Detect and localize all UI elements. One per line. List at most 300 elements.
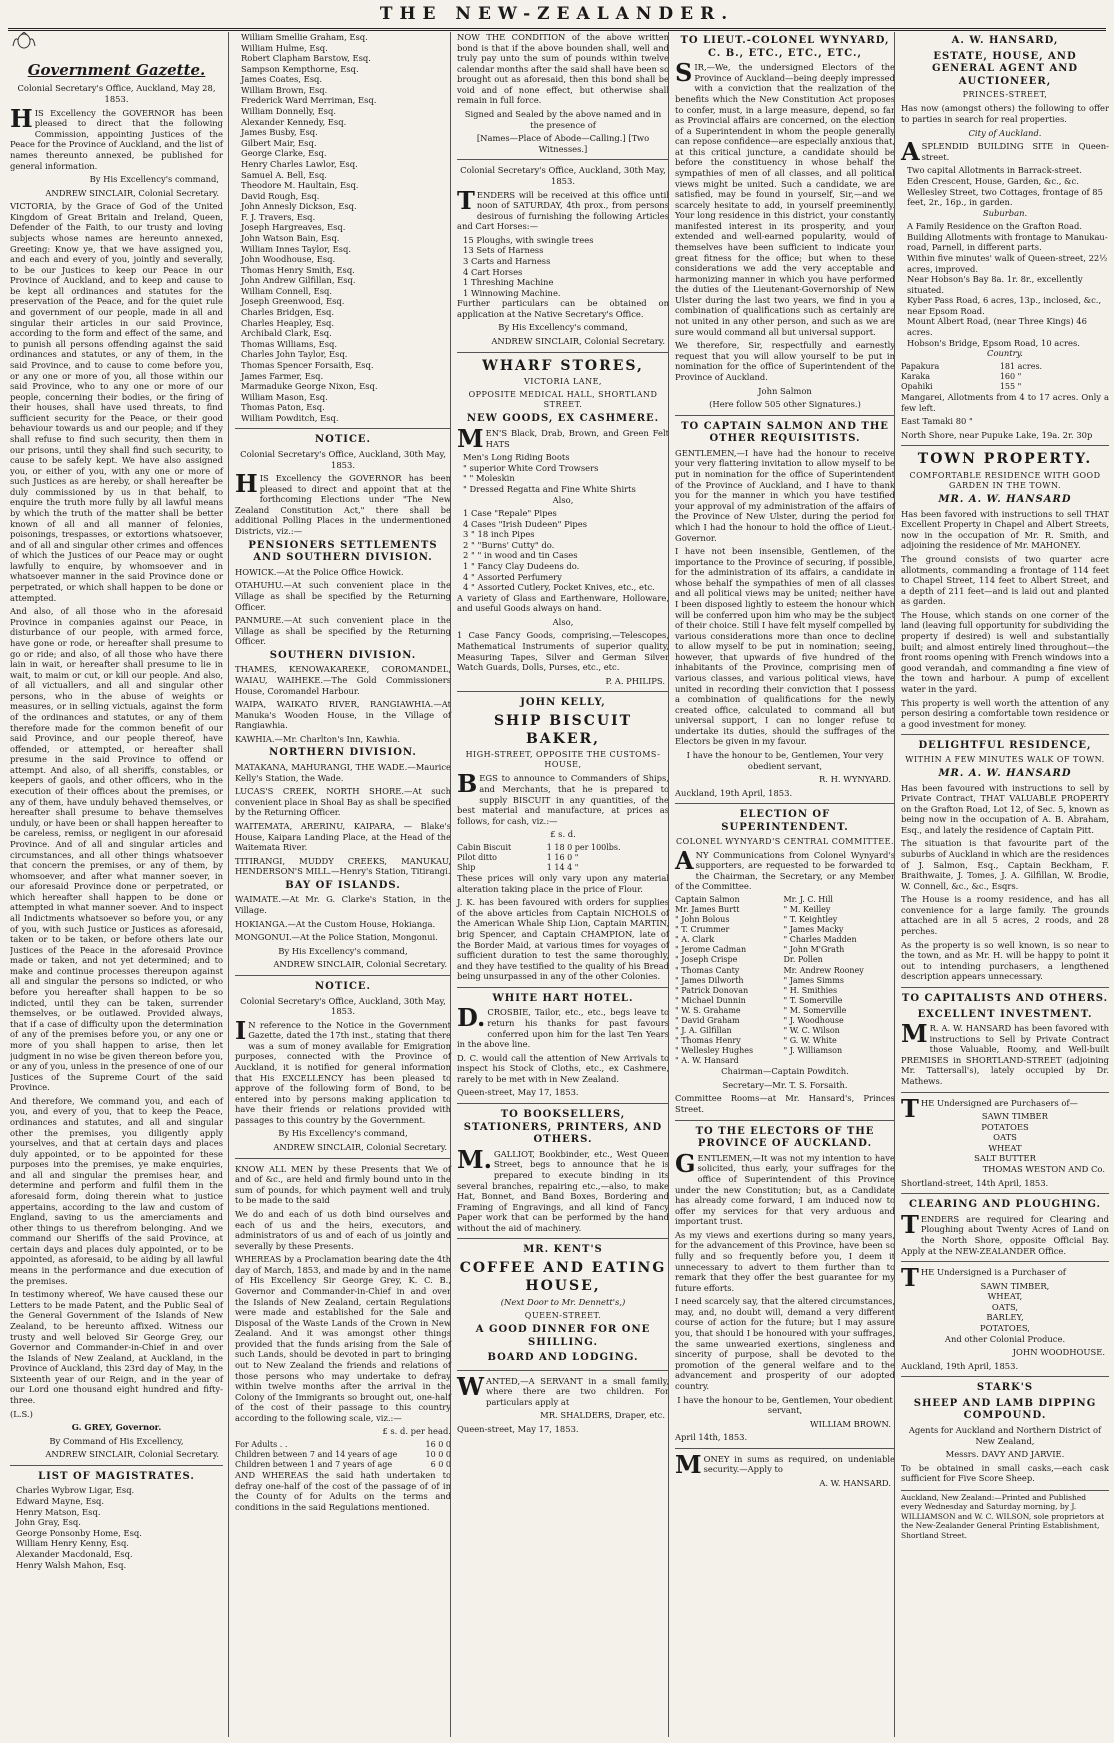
table-row	[901, 372, 1109, 382]
also-2: Also,	[552, 616, 574, 627]
divider	[457, 1103, 669, 1104]
goods-list	[457, 452, 669, 494]
hansard-street: PRINCES-STREET,	[962, 90, 1048, 100]
white-hart-date: Queen-street, May 17, 1853.	[457, 1087, 579, 1098]
committee-member: " T. Crummer	[675, 925, 730, 935]
wanted-date: Queen-street, May 17, 1853.	[457, 1424, 579, 1435]
list-item: Charles Bridgen, Esq.	[241, 307, 335, 318]
bond-text: KNOW ALL MEN by these Presents that We of and of &c., are held and firmly bound unto in the sum of pounds, for which payment well and truly to be made to the said	[235, 1163, 451, 1206]
kelly-address: HIGH-STREET, OPPOSITE THE CUSTOMS-HOUSE,	[465, 750, 661, 770]
woodhouse-items	[901, 1281, 1109, 1334]
committee-member: " G. W. White	[783, 1036, 837, 1046]
electors-close: I have the honour to be, Gentlemen, Your obedient servant,	[677, 1394, 893, 1416]
variety-text: A variety of Glass and Earthenware, Holloware, and useful Goods always on hand.	[457, 592, 669, 614]
kent-board: BOARD AND LODGING.	[487, 1352, 639, 1364]
kent-dinner: A GOOD DINNER FOR ONE SHILLING.	[475, 1323, 651, 1348]
table-row	[675, 1006, 895, 1016]
hansard-heading-2: MR. A. W. HANSARD	[938, 767, 1072, 779]
table-row	[675, 955, 895, 965]
list-item: John Gray, Esq.	[16, 1517, 81, 1528]
divider	[901, 1193, 1109, 1194]
list-item: John Annesly Dickson, Esq.	[241, 201, 357, 212]
list-item: Thomas Williams, Esq.	[241, 338, 338, 349]
divider	[457, 987, 669, 988]
testimony: In testimony whereof, We have caused these our Letters to be made Patent, and the Public Seal of the General Government of the Islands of New Zealand, to be hereunto affixed. Witness our trusty and well beloved Sir George Grey, our Governor and Commander-in-Chief in and over the Islands of New Zealand, at Auckland, in the Province of Auckland, this 23rd day of May, in the Sixteenth year of our Reign, and in the year of our Lord one thousand eight hundred and fifty-three.	[10, 1289, 223, 1405]
list-item: Wellesley Street, two Cottages, frontage of 85 feet, 2r., 16p., in garden.	[907, 186, 1103, 208]
notice-body-2: IN reference to the Notice in the Government Gazette, dated the 17th inst., stating that there was a sum of money available for Emigration purposes, connected with the Province of Auckland, it is notified for general information that His EXCELLENCY has been pleased to approve of the following form of Bond, to be entered into by persons making application to have their friends or relations provided with passages to this country by the Government.	[235, 1015, 451, 1125]
election-body: ANY Communications from Colonel Wynyard's supporters, are requested to be forwarded to the Chairman, the Secretary, or any Member of the Committee.	[675, 845, 895, 892]
kelly-trade: SHIP BISCUIT BAKER,	[493, 712, 633, 747]
list-item: Frederick Ward Merriman, Esq.	[241, 95, 377, 106]
committee-member: " T. Somerville	[783, 995, 843, 1005]
bond-text: WHEREAS by a Proclamation bearing date the 4th day of March, 1853, and made by and in the name of His Excellency Sir George Grey, K. C. B., Governor and Commander-in-Chief in and over the Islands of New Zealand, certain Regulations were made and established for the Sale and Disposal of the Waste Lands of the Crown in New Zealand. And it was amongst other things provided that the funds arising from the Sale of such Lands, should be devoted in part to bringing out to New Zealand the friends and relations of those persons who may undertake to defray within twelve months after the arrival in the Colony of the Immigrants so brought out, one-half of the cost of their passage to this country according to the following scale, viz.:—	[235, 1254, 451, 1423]
list-item: Sampson Kempthorne, Esq.	[241, 63, 359, 74]
list-item: Charles Wybrow Ligar, Esq.	[16, 1485, 135, 1496]
masthead	[8, 2, 1106, 31]
price-label: Pilot ditto	[457, 852, 497, 862]
list-item: William Donnelly, Esq.	[241, 106, 337, 117]
list-item: 4 Cases "Irish Dudeen" Pipes	[463, 518, 588, 529]
divider	[901, 734, 1109, 735]
place: Opahiki	[901, 381, 933, 391]
divider	[10, 1465, 223, 1466]
town-body-4: This property is well worth the attention of any person desiring a comfortable town residence or a good investment for money.	[901, 697, 1109, 729]
committee-member: " Charles Madden	[783, 935, 857, 945]
divider	[675, 1448, 895, 1449]
divider	[457, 691, 669, 692]
committee-member: " James Simms	[783, 975, 844, 985]
commission-text-3: And therefore, We command you, and each of you, and every of you, that to keep the Peace, ordinances and statutes, and all and singular other the premises, you diligently apply yourselves, and that at certain days and places duly appointed, or to be appointed for these purposes into the premises, ye make enquiries, and all and singular the premises hear, and determine and perform and fulfil them in the aforesaid form, doing therein what to justice appertains, according to the law and custom of England, saving to us the amerciaments and other things to us therefrom belonging. And we command our Sheriffs of the said Province, at certain days and places duly appointed, or to be appointed, as aforesaid, to be aiding by all lawful means in the performance and due execution of the premises.	[10, 1095, 223, 1286]
committee-member: " Michael Dunnin	[675, 995, 746, 1005]
polling-place: WAITEMATA, ARERINU, KAIPARA, — Blake's House, Kaipara Landing Place, at the Head of the Waitemata River.	[235, 820, 451, 853]
town-body-2: The ground consists of two quarter acre allotments, commanding a frontage of 114 feet to Chapel Street, 114 feet to Albert Street, and a depth of 211 feet—and is laid out and planted as garden.	[901, 553, 1109, 607]
electors-body: GENTLEMEN,—It was not my intention to have solicited, thus early, your suffrages for the office of Superintendent of this Province under the new Constitution; but, as a Candidate has already come forward, I am induced now to offer my services for that very arduous and important trust.	[675, 1148, 895, 1227]
list-item: William Connell, Esq.	[241, 285, 333, 296]
table-row	[235, 1460, 451, 1470]
goods-list-2	[457, 508, 669, 593]
delightful-sub: WITHIN A FEW MINUTES WALK OF TOWN.	[905, 754, 1105, 764]
list-item: Thomas Henry Smith, Esq.	[241, 264, 355, 275]
hansard-heading: MR. A. W. HANSARD	[938, 494, 1072, 506]
wanted-signature: MR. SHALDERS, Draper, etc.	[540, 1410, 665, 1421]
bond-text: We do and each of us doth bind ourselves and each of us and the heirs, executors, and administrators of us and of each of us jointly and severally by these Presents.	[235, 1208, 451, 1251]
list-item: Henry Charles Lawlor, Esq.	[241, 158, 358, 169]
list-item: Building Allotments with frontage to Manukau-road, Parnell, in different parts.	[907, 231, 1108, 253]
price-label: Cabin Biscuit	[457, 842, 512, 852]
seal-mark: (L.S.)	[10, 1408, 33, 1419]
committee-member: " M. Keilley	[783, 905, 831, 915]
philips-signature: P. A. PHILIPS.	[605, 675, 665, 686]
table-row	[675, 1036, 895, 1046]
list-item: 4 " Assorted Perfumery	[463, 571, 562, 582]
royal-arms-icon	[10, 32, 38, 50]
fancy-goods: 1 Case Fancy Goods, comprising,—Telescopes, Mathematical Instruments of superior quality, Measuring Tapes, Silver and German Silver Watch Guards, Dolls, Purses, etc., etc.	[457, 630, 669, 673]
wharf-sub: VICTORIA LANE,	[524, 377, 602, 387]
list-item: WHEAT	[988, 1142, 1022, 1153]
signer-2: ANDREW SINCLAIR, Colonial Secretary.	[273, 1142, 447, 1153]
polling-place: HOKIANGA.—At the Custom House, Hokianga.	[235, 918, 436, 929]
table-row	[901, 382, 1109, 392]
reply-close: I have the honour to be, Gentlemen, Your very obedient servant,	[686, 750, 884, 771]
committee-member: " J. Woodhouse	[783, 1015, 844, 1025]
committee-member: Mr. J. C. Hill	[783, 894, 833, 904]
signer: ANDREW SINCLAIR, Colonial Secretary.	[491, 336, 665, 347]
delightful-body: Has been favoured with instructions to sell by Private Contract, THAT VALUABLE PROPERTY on the Grafton Road, Lot 12, of Sec. 5, known as being now in the occupation of A. B. Abraham, Esq., and lately the residence of Captain Pitt.	[901, 782, 1109, 835]
electors-body-3: I need scarcely say, that the altered circumstances, may, and, no doubt will, demand a very different course of action for the future; but I may assure you, that should I be honoured with your suffrages, the same unwearied exertions, singleness and sincerity of purpose, shall be devoted to the promotion of the general welfare and to the advancement and prosperity of our adopted country.	[675, 1296, 895, 1391]
list-item: 13 Sets of Harness	[463, 245, 544, 256]
list-item: William Powditch, Esq.	[241, 412, 339, 423]
east-tamaki: East Tamaki 80 "	[901, 416, 973, 427]
committee-member: " W. C. Wilson	[783, 1025, 840, 1035]
table-row	[457, 843, 669, 853]
committee-member: " T. Keightley	[783, 915, 838, 925]
country-heading: Country.	[987, 348, 1023, 359]
hansard-trade: ESTATE, HOUSE, AND GENERAL AGENT AND AUCTIONEER,	[931, 50, 1079, 87]
masthead-title: THE NEW-ZEALANDER.	[379, 4, 735, 24]
woodhouse-foot: And other Colonial Produce.	[944, 1333, 1066, 1344]
list-item: Thomas Paton, Esq.	[241, 402, 325, 413]
list-item: OATS,	[991, 1301, 1019, 1312]
committee-member: " Patrick Donovan	[675, 985, 749, 995]
column-5	[894, 32, 1109, 1737]
divider	[901, 1261, 1109, 1262]
electors-body-2: As my views and exertions during so many years, for the advancement of this Province, have been so fully and so frequently before you, I deem it unnecessary to advert to them further than to remark that they offer the best guarantee for my future efforts.	[675, 1229, 895, 1293]
divider	[675, 1120, 895, 1121]
list-item: 2 " " in wood and tin Cases	[463, 550, 578, 561]
list-item: SALT BUTTER	[974, 1153, 1036, 1164]
list-item: Charles John Taylor, Esq.	[241, 349, 348, 360]
acres: 155 "	[999, 381, 1022, 391]
printer-imprint: Auckland, New Zealand:—Printed and Published every Wednesday and Saturday morning, by J. WILLIAMSON and W. C. WILSON, sole proprietors at the New-Zealander General Printing Establishment, Shortland Street.	[901, 1490, 1109, 1540]
committee-member: " H. Smithies	[783, 985, 838, 995]
money-body: MONEY in sums as required, on undeniable security.—Apply to	[675, 1449, 895, 1479]
table-row	[457, 863, 669, 873]
list-item: John Woodhouse, Esq.	[241, 254, 336, 265]
list-item: David Rough, Esq.	[241, 190, 320, 201]
committee-member: " A. W. Hansard	[675, 1056, 739, 1066]
table-row	[235, 1440, 451, 1450]
witness-line: [Names—Place of Abode—Calling.] [Two Witnesses.]	[476, 133, 650, 154]
polling-place: THAMES, KENOWAKAREKE, COROMANDEL, WAIAU, WAIHEKE.—The Gold Commissioners House, Coromandel Harbour.	[235, 664, 451, 696]
list-item: Within five minutes' walk of Queen-street, 22½ acres, improved.	[907, 252, 1108, 274]
polling-place: KAWHIA.—Mr. Charlton's Inn, Kawhia.	[235, 733, 401, 744]
clearing-title: CLEARING AND PLOUGHING.	[908, 1199, 1102, 1211]
list-item: 2 " "Burns' Cutty" do.	[463, 539, 555, 550]
bond-condition: NOW THE CONDITION of the above written bond is that if the above bounden shall, well and truly pay unto the sum of pounds within twelve calendar months after the said shall have been so brought out as aforesaid, then this bond shall be void and of none effect, but otherwise shall remain in full force.	[457, 32, 669, 106]
committee-member: " M. Somerville	[783, 1005, 847, 1015]
notice-office-2: Colonial Secretary's Office, Auckland, 30th May, 1853.	[240, 995, 446, 1017]
polling-place: PANMURE.—At such convenient place in the Village as shall be specified by the Returning Officer.	[235, 615, 451, 647]
list-item: 3 Carts and Harness	[463, 255, 551, 266]
list-item: 1 " Fancy Clay Dudeens do.	[463, 561, 580, 571]
divider	[457, 159, 669, 160]
bond-text: AND WHEREAS the said hath undertaken to defray one-half of the cost of the passage of of in the County of for Adults on the terms and conditions in the said Regulations mentioned.	[235, 1470, 451, 1513]
notice-office: Colonial Secretary's Office, Auckland, 30th May, 1853.	[240, 448, 446, 470]
signer: ANDREW SINCLAIR, Colonial Secretary.	[45, 187, 219, 198]
committee-member: " Joseph Crispe	[675, 955, 738, 965]
reply-body-2: I have not been insensible, Gentlemen, of the importance to the Province of securing, if possible, for the administration of its affairs, a candidate in whose behalf the sympathies of men of all classes and all political views may be united; neither have I been disposed lightly to esteem the honour which will be conferred upon him who may be the subject of their choice. Still I have felt myself compelled by various considerations more than once to decline to allow myself to be put in nomination; seeing, however, that upwards of five hundred of the inhabitants of the Province, comprising men of various classes, and various political views, have united in recording their conviction that I possess a combination of qualifications for the newly created office, calculated to command all but universal support, I can no longer refuse to undertake its duties, should the suffrages of the Electors be given in my favour.	[675, 546, 895, 747]
column-1	[10, 32, 227, 1737]
stark-foot: To be obtained in small casks,—each cask sufficient for Five Score Sheep.	[901, 1462, 1109, 1484]
list-item: Marmaduke George Nixon, Esq.	[241, 381, 378, 392]
column-4	[668, 32, 899, 1737]
delightful-title: DELIGHTFUL RESIDENCE,	[918, 740, 1092, 752]
list-item: Theodore M. Haultain, Esq.	[241, 180, 359, 191]
by-command: By His Excellency's command,	[278, 945, 408, 956]
also: Also,	[552, 494, 574, 505]
committee-member: Mr. Andrew Rooney	[783, 965, 864, 975]
divider	[901, 1092, 1109, 1093]
scale-label: Children between 7 and 14 years of age	[235, 1450, 398, 1460]
list-item: Charles Heapley, Esq.	[241, 317, 335, 328]
weston-signature: THOMAS WESTON AND Co.	[982, 1164, 1105, 1175]
requisition-body-2: We therefore, Sir, respectfully and earnestly request that you will allow yourself to be put in nomination for the office of Superintendent of the Province of Auckland.	[675, 340, 895, 382]
divider	[457, 352, 669, 353]
acres: 181 acres.	[999, 361, 1043, 371]
town-property-title: TOWN PROPERTY.	[917, 451, 1093, 468]
requisition-signature: John Salmon	[758, 385, 812, 396]
election-sub: COLONEL WYNYARD'S CENTRAL COMMITTEE.	[675, 836, 895, 846]
polling-place: WAIPA, WAIKATO RIVER, RANGIAWHIA.—At Manuka's Wooden House, in the Village of Rangiawhia.	[235, 699, 451, 731]
reply-title: TO CAPTAIN SALMON AND THE OTHER REQUISITISTS.	[681, 420, 889, 445]
southern-heading: SOUTHERN DIVISION.	[269, 649, 417, 661]
requisition-body: SIR,—We, the undersigned Electors of the Province of Auckland—being deeply impressed with a conviction that the realization of the benefits which the New Constitution Act proposes to confer, must, in a large measure, depend, so far as Provincial affairs are concerned, on the election of a Superintendent in whom the people generally can repose confidence—are especially anxious that, at this critical juncture, a candidate should be before the constituency in whose behalf the sympathies of men of all classes, and all political views might be united. Such a candidate, we are satisfied, may be found in yourself, Sir,—and we scarcely hesitate to add, in yourself preeminently. Your long residence in this district, your constantly manifested interest in its prosperity, and your extended and well-earned popularity, would of themselves have been sufficient to indicate your great fitness for the office; but when to these considerations we add the very acceptable and harmonizing manner in which you have performed the duties of the Lieutenant-Governorship of New Ulster during the last two years, we find in you a combination of qualifications such as certainly are not united in any other person, and such as we are sure would command all but universal support.	[675, 58, 895, 337]
acres: 160 "	[999, 371, 1022, 381]
table-row	[675, 1016, 895, 1026]
polling-place: WAIMATE.—At Mr. G. Clarke's Station, in the Village.	[235, 894, 451, 916]
list-item: Alexander Macdonald, Esq.	[16, 1548, 133, 1559]
kelly-body-2: These prices will only vary upon any material alteration taking place in the price of Flour.	[457, 873, 669, 894]
prices-header: £ s. d.	[550, 829, 576, 840]
list-item: SAWN TIMBER,	[980, 1280, 1050, 1291]
office-line: Colonial Secretary's Office, Auckland, May 28, 1853.	[17, 83, 216, 105]
notice-heading-2: NOTICE.	[314, 980, 372, 992]
list-item: William Henry Kenny, Esq.	[16, 1538, 129, 1549]
list-item: Two capital Allotments in Barrack-street.	[907, 165, 1082, 176]
table-row	[675, 935, 895, 945]
white-hart-title: WHITE HART HOTEL.	[492, 992, 634, 1004]
table-row	[675, 986, 895, 996]
list-item: Alexander Kennedy, Esq.	[241, 116, 347, 127]
booksellers-body: M.GALLIOT, Bookbinder, etc., West Queen Street, begs to announce that he is prepared to execute binding in its several branches, repairing etc.,—also, to make Hat, Bonnet, and Band Boxes, Bordering and Framing of Engravings, and all kind of Fancy Paper work that can be performed by the hand without the aid of machinery.	[457, 1144, 669, 1233]
by-command-2: By Command of His Excellency,	[49, 1435, 184, 1446]
list-item: Henry Walsh Mahon, Esq.	[16, 1559, 127, 1570]
new-goods-heading: NEW GOODS, EX CASHMERE.	[466, 413, 660, 425]
divider	[235, 1158, 451, 1159]
list-item: " Dressed Regatta and Fine White Shirts	[463, 483, 636, 494]
list-item: " " Moleskin	[463, 473, 515, 484]
columns	[10, 32, 1109, 1737]
list-item: William Brown, Esq.	[241, 84, 328, 95]
white-hart-body: D.CROSBIE, Tailor, etc., etc., begs leave to return his thanks for past favours conferred upon him for the last Ten Years in the above line.	[457, 1003, 669, 1050]
delightful-body-4: As the property is so well known, is so near to the town, and as Mr. H. will be happy to point it out to intending purchasers, a lengthened description appears unnecessary.	[901, 939, 1109, 982]
woodhouse-body: THE Undersigned is a Purchaser of	[901, 1263, 1066, 1293]
column-2	[228, 32, 455, 1737]
list-item: George Clarke, Esq.	[241, 148, 327, 159]
list-item: POTATOES,	[980, 1322, 1030, 1333]
country-table	[901, 362, 1109, 392]
commission-text: VICTORIA, by the Grace of God of the United Kingdom of Great Britain and Ireland, Queen, Defender of the Faith, to our trusty and loving subjects whose names are hereunto annexed, Greeting: Know ye, that we have assigned you, and each and every of you, jointly and severally, to be our Justices to keep our Peace in our Province of Auckland, and to keep and cause to be kept all ordinances and statutes for the preservation of the Peace, and for the quiet rule and government of our people, made in all and singular their articles in our said Province, according to the form and effect of the same, and to punish all persons offending against the said ordinances and statutes, or any of them, in the said Province, and to cause to come before you, or any one or more of you, all those within our said Province, who to any one or more of our people, concerning their bodies, or the firing of their houses, shall have used threats, to find sufficient security for the Peace, or their good behaviour towards us and our people; and if they shall refuse to find such security, then them in our prisons, until they shall find such security, to cause to be safely kept. We have also assigned you, or either of you, with any one or more of such Justices as are hereby, or shall hereafter be duly commissioned by us in that behalf, to enquire the truth more fully by all lawful means by which the truth of the matter shall be better known of all and all manner of felonies, poisonings, trespasses, or extortions whatsoever, and of all and singular other crimes and offences of which the Justices of our Peace may or ought lawfully to enquire, by whomsoever and in whatsoever manner in the said Province done or perpetrated, or which shall happen to be done or attempted.	[10, 201, 223, 603]
kelly-body-3: J. K. has been favoured with orders for supplies of the above articles from Captain NICHOLS of the American Whale Ship Lion, Captain MARTIN, brig Spencer, and Captain CHAMPION, late of the Border Maid, at various times for voyages of sufficient duration to test the same thoroughly, and they have testified to the quality of his Bread being unsurpassed in any of the other Colonies.	[457, 897, 669, 982]
kent-title: MR. KENT'S	[523, 1244, 603, 1256]
table-row	[457, 853, 669, 863]
list-item: 4 " Assorted Cutlery, Pocket Knives, etc., etc.	[463, 582, 655, 593]
list-item: James Coates, Esq.	[241, 74, 323, 85]
list-item: George Ponsonby Home, Esq.	[16, 1527, 142, 1538]
woodhouse-date: Auckland, 19th April, 1853.	[901, 1360, 1019, 1371]
magistrates-list	[10, 1485, 223, 1570]
committee-member: " J. A. Gilfillan	[675, 1025, 732, 1035]
list-item: Samuel A. Bell, Esq.	[241, 169, 327, 180]
list-item: WHEAT,	[987, 1291, 1023, 1302]
list-item: Near Hobson's Bay 8a. 1r. 8r., excellently situated.	[907, 274, 1083, 295]
committee-member: Dr. Pollen	[783, 955, 823, 965]
weston-items	[901, 1111, 1109, 1164]
committee-table	[675, 895, 895, 1066]
list-item: Kyber Pass Road, 6 acres, 13p., inclosed, &c., near Epsom Road.	[907, 295, 1102, 316]
electors-signature: WILLIAM BROWN.	[809, 1418, 891, 1429]
reply-date: Auckland, 19th April, 1853.	[675, 787, 793, 798]
committee-member: " Wellesley Hughes	[675, 1046, 754, 1056]
committee-member: " David Graham	[675, 1015, 740, 1025]
stark-body: Agents for Auckland and Northern District of New Zealand,	[908, 1425, 1102, 1446]
wharf-stores-title: WHARF STORES,	[482, 357, 644, 374]
scale-value: 16 0 0	[425, 1440, 451, 1450]
price-label: Ship	[457, 862, 476, 872]
divider	[235, 975, 451, 976]
reply-signature: R. H. WYNYARD.	[818, 774, 891, 785]
clearing-body: TENDERS are required for Clearing and Ploughing about Twenty Acres of Land on the North Shore, opposite Official Bay. Apply at the NEW-ZEALANDER Office.	[901, 1209, 1109, 1256]
table-row	[675, 996, 895, 1006]
reply-body: GENTLEMEN,—I have had the honour to receive your very flattering invitation to allow myself to be put in nomination for the office of Superintendent of the Province of Auckland, and I have to thank you for the manner in which you have testified your approval of my administration of the affairs of the Province of New Ulster, during the period for which I had the honour to hold the office of Lieut.-Governor.	[675, 447, 895, 543]
list-item: William Mason, Esq.	[241, 391, 328, 402]
polling-place: HOWICK.—At the Police Office Howick.	[235, 566, 404, 577]
requisition-signature-note: (Here follow 505 other Signatures.)	[709, 399, 861, 410]
signed-sealed: Signed and Sealed by the above named and in the presence of	[464, 109, 662, 130]
committee-member: " W. S. Grahame	[675, 1005, 741, 1015]
notice-body: HIS Excellency the GOVERNOR has been pleased to direct and appoint that at the forthcoming Elections under "The New Zealand Constitution Act," there shall be additional Polling Places in the undermentioned Districts, viz.:—	[235, 469, 451, 537]
list-item: 1 Threshing Machine	[463, 277, 554, 288]
list-item: James Busby, Esq.	[241, 127, 318, 138]
kent-title-2: COFFEE AND EATING HOUSE,	[459, 1260, 667, 1294]
booksellers-title: TO BOOKSELLERS, STATIONERS, PRINTERS, AND OTHERS.	[463, 1109, 663, 1146]
polling-place: LUCAS'S CREEK, NORTH SHORE.—At such convenient place in Shoal Bay as shall be specified by the Returning Officer.	[235, 786, 451, 818]
list-item: 4 Cart Horses	[463, 266, 523, 277]
capitalists-body: MR. A. W. HANSARD has been favored with instructions to Sell by Private Contract those Valuable, Roomy, and Well-built PREMISES in SHORTLAND-STREET (adjoining Mr. Tattersall's), lately occupied by Dr. Mathews.	[901, 1019, 1109, 1086]
polling-place: OTAHUHU.—At such convenient place in the Village as shall be specified by the Returning Officer.	[235, 580, 451, 612]
price-value: 1 14 4 "	[546, 862, 579, 872]
weston-date: Shortland-street, 14th April, 1853.	[901, 1177, 1049, 1188]
committee-member: " James Macky	[783, 925, 844, 935]
list-item: " superior White Cord Trowsers	[463, 462, 599, 473]
polling-place: MATAKANA, MAHURANGI, THE WADE.—Maurice Kelly's Station, the Wade.	[235, 762, 451, 783]
by-command-2: By His Excellency's command,	[278, 1128, 408, 1139]
list-item: OATS	[993, 1132, 1017, 1143]
wharf-sub-2: OPPOSITE MEDICAL HALL, SHORTLAND STREET.	[468, 390, 658, 410]
magistrates-list-continued	[235, 32, 451, 423]
committee-member: " Thomas Henry	[675, 1036, 741, 1046]
committee-member: " John M'Grath	[783, 945, 845, 955]
committee-member: " James Dilworth	[675, 975, 744, 985]
divider	[901, 1376, 1109, 1377]
place: Papakura	[901, 361, 940, 371]
list-item: 1 Case "Repale" Pipes	[463, 508, 557, 519]
bay-heading: BAY OF ISLANDS.	[285, 879, 401, 891]
list-item: Joseph Hargreaves, Esq.	[241, 222, 346, 233]
list-item: A Family Residence on the Grafton Road.	[907, 221, 1082, 232]
divider	[235, 428, 451, 429]
polling-place: MONGONUI.—At the Police Station, Mongonui.	[235, 932, 438, 943]
list-item: Robert Clapham Barstow, Esq.	[241, 53, 371, 64]
committee-member	[783, 1056, 895, 1066]
table-row	[675, 905, 895, 915]
electors-title: TO THE ELECTORS OF THE PROVINCE OF AUCKLAND.	[695, 1125, 875, 1150]
list-item: F. J. Travers, Esq.	[241, 211, 316, 222]
table-row	[675, 925, 895, 935]
kent-sub: (Next Door to Mr. Dennett's,)	[500, 1297, 626, 1308]
tender-items	[457, 235, 669, 298]
committee-member: " A. Clark	[675, 935, 715, 945]
hansard-name: A. W. HANSARD,	[951, 35, 1059, 46]
scale-label: For Adults . .	[235, 1440, 288, 1450]
secretary: Secretary—Mr. T. S. Forsaith.	[722, 1079, 848, 1090]
divider	[901, 987, 1109, 988]
governor-signature: G. GREY, Governor.	[71, 1422, 162, 1433]
north-shore: North Shore, near Pupuke Lake, 19a. 2r. 30p	[901, 429, 1093, 440]
list-item: Edward Mayne, Esq.	[16, 1496, 105, 1507]
list-item: Hobson's Bridge, Epsom Road, 10 acres.	[907, 337, 1080, 348]
table-row	[235, 1450, 451, 1460]
list-item: William Hulme, Esq.	[241, 42, 328, 53]
town-property-sub: COMFORTABLE RESIDENCE WITH GOOD GARDEN IN THE TOWN.	[909, 470, 1101, 490]
list-item: William Smellie Graham, Esq.	[241, 32, 368, 42]
column-3	[450, 32, 673, 1737]
tender-foot: Further particulars can be obtained on application at the Native Secretary's Office.	[457, 298, 669, 319]
woodhouse-signature: JOHN WOODHOUSE.	[1012, 1347, 1105, 1358]
divider	[675, 415, 895, 416]
chairman: Chairman—Captain Powditch.	[721, 1066, 849, 1077]
building-site: ASPLENDID BUILDING SITE in Queen-street.	[901, 137, 1109, 167]
list-item: Men's Long Riding Boots	[463, 452, 570, 463]
scale-value: 6 0 0	[430, 1460, 451, 1470]
money-signature: A. W. HANSARD.	[819, 1477, 891, 1488]
capitalists-sub: EXCELLENT INVESTMENT.	[917, 1008, 1093, 1020]
signer-2: ANDREW SINCLAIR, Colonial Secretary.	[45, 1449, 219, 1460]
committee-rooms: Committee Rooms—at Mr. Hansard's, Princes Street.	[675, 1093, 895, 1115]
committee-member: " John Bolous	[675, 915, 730, 925]
scale-header: £ s. d. per head.	[382, 1426, 451, 1437]
table-row	[675, 966, 895, 976]
place: Karaka	[901, 371, 930, 381]
tender-office: Colonial Secretary's Office, Auckland, 30th May, 1853.	[460, 165, 666, 186]
scale-value: 10 0 0	[425, 1450, 451, 1460]
table-row	[675, 945, 895, 955]
stark-title-2: SHEEP AND LAMB DIPPING COMPOUND.	[913, 1397, 1097, 1422]
committee-member: " J. Williamson	[783, 1046, 843, 1056]
white-hart-body-2: D. C. would call the attention of New Arrivals to inspect his Stock of Cloths, etc., ex Cashmere, rarely to be met with in New Zealand.	[457, 1052, 669, 1084]
notice-heading: NOTICE.	[314, 434, 372, 446]
list-item: Mount Albert Road, (near Three Kings) 46 acres.	[907, 316, 1087, 338]
electors-date: April 14th, 1853.	[675, 1432, 748, 1443]
list-item: William Innes Taylor, Esq.	[241, 243, 352, 254]
kelly-body: BEGS to announce to Commanders of Ships, and Merchants, that he is prepared to supply BISCUIT in any quantities, of the best material and manufacture, at prices as follows, for cash, viz.:—	[457, 769, 669, 826]
list-item: Archibald Clark, Esq.	[241, 328, 332, 339]
list-item: John Watson Bain, Esq.	[241, 232, 340, 243]
gazette-heading: Government Gazette.	[27, 60, 206, 79]
kent-street: QUEEN-STREET.	[524, 1310, 602, 1320]
stark-agents: Messrs. DAVY AND JARVIE.	[945, 1449, 1065, 1460]
list-item: Joseph Greenwood, Esq.	[241, 296, 345, 307]
